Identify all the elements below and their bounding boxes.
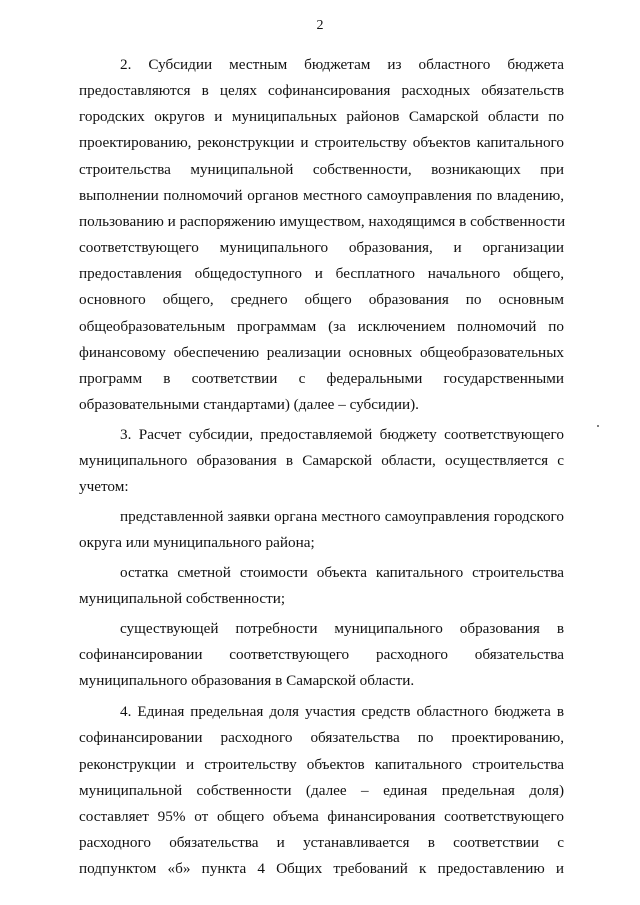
text-line: программ в соответствии с федеральными государственными <box>79 369 564 387</box>
text-line: 3. Расчет субсидии, предоставляемой бюджету соответствующего <box>120 425 564 443</box>
text-line: учетом: <box>79 478 129 496</box>
text-line: предоставления общедоступного и бесплатного начального общего, <box>79 265 564 283</box>
text-line: предоставляются в целях софинансирования расходных обязательств <box>79 82 564 100</box>
text-line: образовательными стандартами) (далее – субсидии). <box>79 396 419 414</box>
page-number: 2 <box>316 18 324 33</box>
text-line: муниципальной собственности (далее – единая предельная доля) <box>79 781 564 799</box>
document-body <box>79 52 564 882</box>
text-line: округа или муниципального района; <box>79 534 315 551</box>
text-line: софинансировании соответствующего расходного обязательства <box>79 645 564 663</box>
text-line: городских округов и муниципальных районов Самарской области по <box>79 108 564 126</box>
scan-speck <box>597 425 599 427</box>
text-line: софинансировании расходного обязательства по проектированию, <box>79 729 564 747</box>
text-line: 2. Субсидии местным бюджетам из областного бюджета <box>120 56 564 73</box>
paragraph-3-item-application <box>79 504 564 556</box>
text-line: муниципального образования в Самарской области. <box>79 671 415 689</box>
text-line: соответствующего муниципального образования, и организации <box>79 239 564 257</box>
text-line: проектированию, реконструкции и строительству объектов капитального <box>79 134 564 152</box>
text-line: 4. Единая предельная доля участия средств областного бюджета в <box>120 703 564 721</box>
text-line: представленной заявки органа местного самоуправления городского <box>120 507 564 525</box>
text-line: общеобразовательным программам (за исключением полномочий по <box>79 317 564 335</box>
paragraph-2 <box>79 52 564 418</box>
paragraph-4 <box>79 699 564 882</box>
paragraph-3-item-need <box>79 616 564 694</box>
text-line: остатка сметной стоимости объекта капитального строительства <box>120 563 564 581</box>
text-line: финансовому обеспечению реализации основных общеобразовательных <box>79 343 564 361</box>
text-line: подпунктом «б» пункта 4 Общих требований к предоставлению и <box>79 860 564 878</box>
text-line: выполнении полномочий органов местного самоуправления по владению, <box>79 186 564 204</box>
text-line: муниципальной собственности; <box>79 589 286 607</box>
text-line: строительства муниципальной собственности, возникающих при <box>79 160 564 178</box>
text-line: составляет 95% от общего объема финансирования соответствующего <box>79 807 564 825</box>
text-line: муниципального образования в Самарской области, осуществляется с <box>79 451 564 469</box>
text-line: расходного обязательства и устанавливается в соответствии с <box>79 834 564 851</box>
paragraph-3-item-estimate <box>79 560 564 612</box>
paragraph-3 <box>79 422 564 500</box>
text-line: существующей потребности муниципального образования в <box>120 619 564 637</box>
text-line: основного общего, среднего общего образования по основным <box>79 291 564 309</box>
text-line: пользованию и распоряжению имуществом, находящимся в собственности <box>79 212 566 230</box>
text-line: реконструкции и строительству объектов капитального строительства <box>79 755 564 773</box>
